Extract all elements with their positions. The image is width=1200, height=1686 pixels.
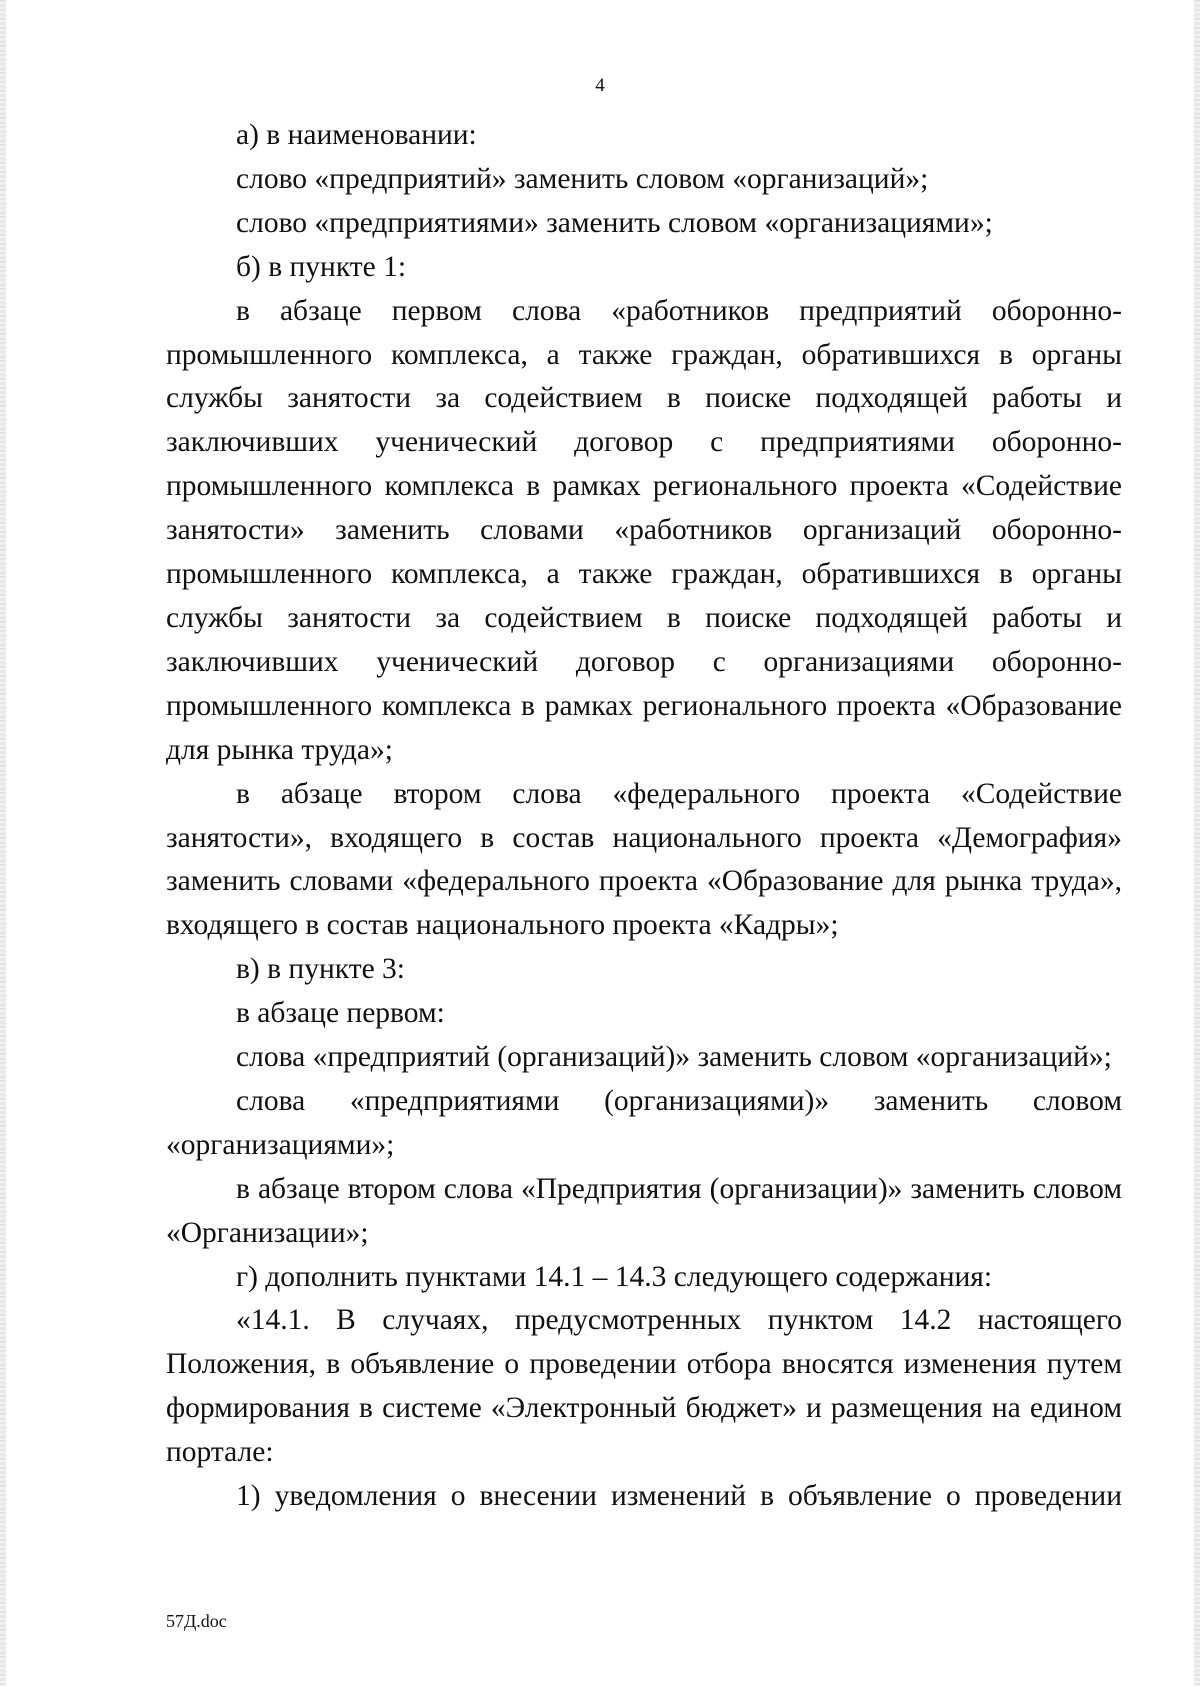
document-body [166, 114, 1122, 1519]
paragraph: в абзаце втором слова «Предприятия (организации)» заменить словом «Организации»; [166, 1172, 1122, 1249]
paragraph: «14.1. В случаях, предусмотренных пунктом 14.2 настоящего Положения, в объявление о проведении отбора вносятся изменения путем формирования в системе «Электронный бюджет» и размещения на едином портале: [166, 1304, 1122, 1469]
paragraph: в) в пункте 3: [236, 953, 406, 986]
paragraph: слова «предприятиями (организациями)» заменить словом «организациями»; [166, 1084, 1122, 1161]
paragraph: слова «предприятий (организаций)» заменить словом «организаций»; [236, 1041, 1112, 1074]
scan-edge-right [1194, 0, 1200, 1686]
paragraph: 1) уведомления о внесении изменений в объявление о проведении [236, 1480, 1122, 1513]
paragraph: в абзаце первом: [236, 997, 445, 1030]
scan-edge-left [0, 0, 6, 1686]
paragraph: б) в пункте 1: [236, 250, 407, 283]
page-number: 4 [595, 75, 605, 96]
paragraph: в абзаце первом слова «работников предприятий оборонно-промышленного комплекса, а также граждан, обратившихся в органы службы занятости за содействием в поиске подходящей работы и заключивших ученический договор с предприятиями оборонно-промышленного комплекса в рамках регионального проекта «Содействие занятости» заменить словами «работников организаций оборонно-промышленного комплекса, а также граждан, обратившихся в органы службы занятости за содействием в поиске подходящей работы и заключивших ученический договор с организациями оборонно-промышленного комплекса в рамках регионального проекта «Образование для рынка труда»; [166, 294, 1122, 766]
paragraph: г) дополнить пунктами 14.1 – 14.3 следующего содержания: [236, 1260, 993, 1293]
file-name-footer: 57Д.doc [166, 1611, 227, 1631]
paragraph: слово «предприятий» заменить словом «организаций»; [236, 162, 929, 195]
paragraph: в абзаце втором слова «федерального проекта «Содействие занятости», входящего в состав национального проекта «Демография» заменить словами «федерального проекта «Образование для рынка труда», входящего в состав национального проекта «Кадры»; [166, 777, 1122, 942]
paragraph: слово «предприятиями» заменить словом «организациями»; [236, 206, 993, 239]
paragraph: а) в наименовании: [236, 119, 477, 151]
